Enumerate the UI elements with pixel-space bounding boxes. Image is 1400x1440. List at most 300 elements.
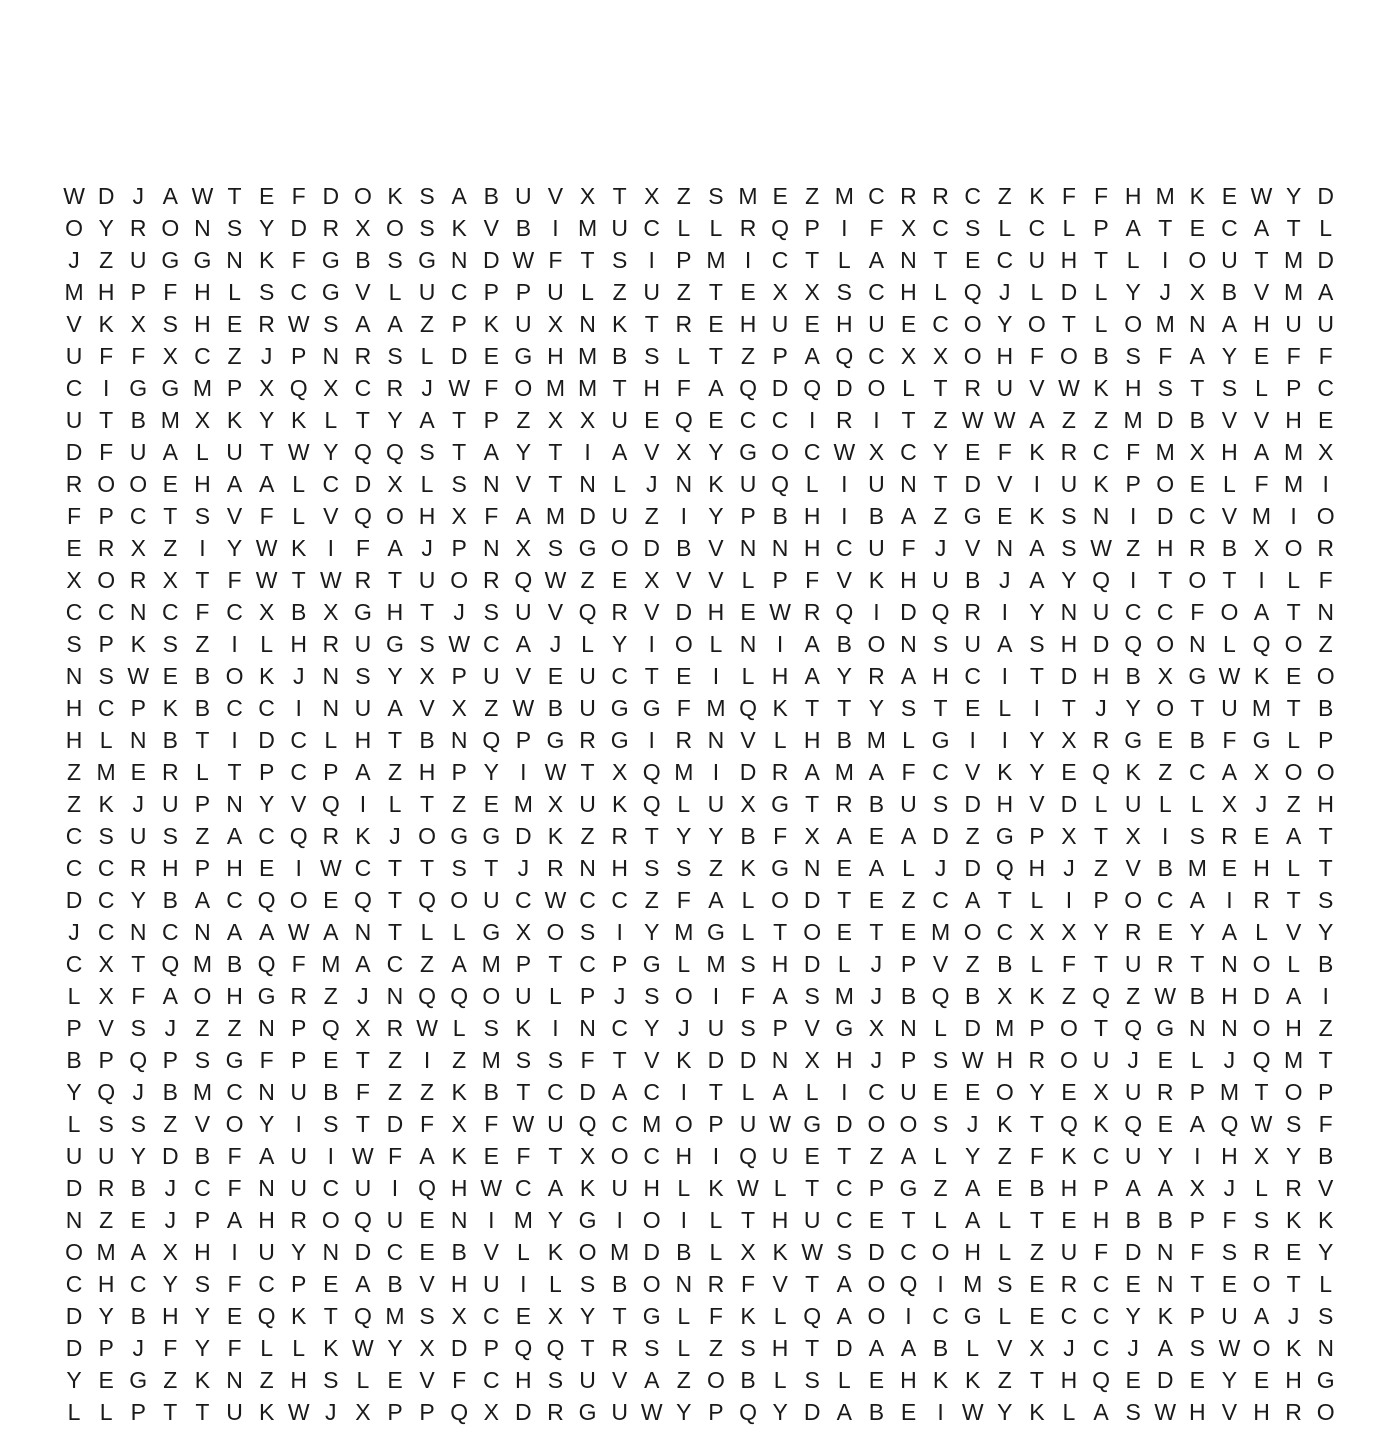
letter-cell[interactable]: U xyxy=(354,695,372,721)
letter-cell[interactable]: O xyxy=(1188,247,1207,273)
letter-cell[interactable]: I xyxy=(327,1143,334,1169)
letter-cell[interactable]: S xyxy=(1157,375,1173,401)
letter-cell[interactable]: J xyxy=(421,535,433,561)
letter-cell[interactable]: O xyxy=(1284,535,1303,561)
letter-cell[interactable]: J xyxy=(1063,855,1075,881)
letter-cell[interactable]: L xyxy=(741,887,755,913)
letter-cell[interactable]: T xyxy=(387,727,403,753)
letter-cell[interactable]: T xyxy=(131,951,146,977)
letter-cell[interactable]: O xyxy=(867,1111,886,1137)
letter-cell[interactable]: L xyxy=(67,983,81,1009)
letter-cell[interactable]: Y xyxy=(1189,919,1205,945)
letter-cell[interactable]: Z xyxy=(1094,855,1109,881)
letter-cell[interactable]: N xyxy=(482,471,500,497)
letter-cell[interactable]: F xyxy=(484,503,499,529)
letter-cell[interactable]: Y xyxy=(258,215,275,241)
letter-cell[interactable]: D xyxy=(1253,983,1270,1009)
letter-cell[interactable]: O xyxy=(482,983,501,1009)
letter-cell[interactable]: U xyxy=(1124,791,1142,817)
letter-cell[interactable]: D xyxy=(900,599,917,625)
letter-cell[interactable]: A xyxy=(836,1399,852,1425)
letter-cell[interactable]: X xyxy=(772,279,788,305)
letter-cell[interactable]: V xyxy=(997,471,1013,497)
letter-cell[interactable]: M xyxy=(1155,183,1175,209)
letter-cell[interactable]: R xyxy=(258,311,275,337)
letter-cell[interactable]: T xyxy=(612,1047,627,1073)
letter-cell[interactable]: P xyxy=(611,951,628,977)
letter-cell[interactable]: J xyxy=(999,279,1011,305)
letter-cell[interactable]: L xyxy=(1287,727,1300,753)
letter-cell[interactable]: K xyxy=(194,1367,211,1393)
letter-cell[interactable]: X xyxy=(1061,727,1077,753)
letter-cell[interactable]: M xyxy=(1155,439,1175,465)
letter-cell[interactable]: L xyxy=(1255,375,1268,401)
letter-cell[interactable]: X xyxy=(355,215,371,241)
letter-cell[interactable]: O xyxy=(1124,887,1143,913)
letter-cell[interactable]: J xyxy=(934,855,947,881)
letter-cell[interactable]: T xyxy=(612,183,627,209)
letter-cell[interactable]: D xyxy=(964,791,981,817)
letter-cell[interactable]: V xyxy=(1221,503,1238,529)
letter-cell[interactable]: R xyxy=(1156,951,1174,977)
letter-cell[interactable]: D xyxy=(1317,183,1335,209)
letter-cell[interactable]: K xyxy=(611,791,628,817)
letter-cell[interactable]: X xyxy=(419,663,435,689)
letter-cell[interactable]: Q xyxy=(450,983,469,1009)
letter-cell[interactable]: R xyxy=(65,471,83,497)
letter-cell[interactable]: T xyxy=(259,439,274,465)
letter-cell[interactable]: K xyxy=(323,1335,339,1361)
letter-cell[interactable]: H xyxy=(964,1239,981,1265)
letter-cell[interactable]: C xyxy=(226,887,243,913)
letter-cell[interactable]: O xyxy=(1156,631,1175,657)
letter-cell[interactable]: Y xyxy=(194,1303,211,1329)
letter-cell[interactable]: H xyxy=(1253,855,1270,881)
letter-cell[interactable]: L xyxy=(741,663,755,689)
letter-cell[interactable]: A xyxy=(997,631,1013,657)
letter-cell[interactable]: A xyxy=(355,311,371,337)
letter-cell[interactable]: X xyxy=(323,599,339,625)
letter-cell[interactable]: B xyxy=(900,983,917,1009)
letter-cell[interactable]: Q xyxy=(739,375,757,401)
letter-cell[interactable]: W xyxy=(1250,1111,1273,1137)
letter-cell[interactable]: X xyxy=(130,311,146,337)
letter-cell[interactable]: U xyxy=(1221,1303,1238,1329)
letter-cell[interactable]: N xyxy=(194,215,211,241)
letter-cell[interactable]: T xyxy=(580,247,595,273)
letter-cell[interactable]: P xyxy=(483,1335,499,1361)
letter-cell[interactable]: F xyxy=(740,983,756,1009)
letter-cell[interactable]: X xyxy=(644,183,660,209)
letter-cell[interactable]: K xyxy=(130,631,146,657)
letter-cell[interactable]: V xyxy=(547,183,564,209)
letter-cell[interactable]: V xyxy=(547,599,564,625)
letter-cell[interactable]: T xyxy=(805,695,820,721)
letter-cell[interactable]: P xyxy=(1318,1079,1334,1105)
letter-cell[interactable]: A xyxy=(868,759,885,785)
letter-cell[interactable]: T xyxy=(1061,311,1076,337)
letter-cell[interactable]: H xyxy=(1060,1175,1078,1201)
letter-cell[interactable]: O xyxy=(610,1143,629,1169)
letter-cell[interactable]: L xyxy=(420,471,434,497)
letter-cell[interactable]: L xyxy=(998,1303,1012,1329)
letter-cell[interactable]: Q xyxy=(289,823,308,849)
letter-cell[interactable]: G xyxy=(257,983,276,1009)
letter-cell[interactable]: N xyxy=(226,791,243,817)
letter-cell[interactable]: I xyxy=(231,727,238,753)
letter-cell[interactable]: O xyxy=(963,311,982,337)
letter-cell[interactable]: E xyxy=(900,1399,917,1425)
letter-cell[interactable]: H xyxy=(65,695,83,721)
letter-cell[interactable]: A xyxy=(226,1207,243,1233)
letter-cell[interactable]: N xyxy=(226,1367,243,1393)
letter-cell[interactable]: W xyxy=(448,375,471,401)
letter-cell[interactable]: Q xyxy=(418,887,437,913)
letter-cell[interactable]: M xyxy=(1251,503,1272,529)
letter-cell[interactable]: E xyxy=(900,311,917,337)
letter-cell[interactable]: S xyxy=(1253,1207,1270,1233)
letter-cell[interactable]: S xyxy=(836,279,852,305)
letter-cell[interactable]: E xyxy=(868,1367,885,1393)
letter-cell[interactable]: O xyxy=(706,1367,725,1393)
letter-cell[interactable]: N xyxy=(579,1015,596,1041)
letter-cell[interactable]: S xyxy=(483,1015,499,1041)
letter-cell[interactable]: H xyxy=(996,343,1014,369)
letter-cell[interactable]: X xyxy=(868,439,885,465)
letter-cell[interactable]: L xyxy=(1158,791,1172,817)
letter-cell[interactable]: D xyxy=(707,1047,725,1073)
letter-cell[interactable]: V xyxy=(323,503,339,529)
letter-cell[interactable]: I xyxy=(1194,1143,1201,1169)
letter-cell[interactable]: F xyxy=(227,567,242,593)
letter-cell[interactable]: Z xyxy=(195,823,210,849)
letter-cell[interactable]: G xyxy=(995,823,1014,849)
letter-cell[interactable]: X xyxy=(611,759,628,785)
letter-cell[interactable]: N xyxy=(900,631,917,657)
letter-cell[interactable]: N xyxy=(579,855,596,881)
letter-cell[interactable]: F xyxy=(997,439,1012,465)
letter-cell[interactable]: R xyxy=(1285,1175,1302,1201)
letter-cell[interactable]: Y xyxy=(1221,343,1238,369)
letter-cell[interactable]: V xyxy=(740,727,756,753)
letter-cell[interactable]: W xyxy=(287,311,310,337)
letter-cell[interactable]: X xyxy=(900,215,917,241)
letter-cell[interactable]: L xyxy=(581,631,594,657)
letter-cell[interactable]: N xyxy=(226,247,243,273)
letter-cell[interactable]: A xyxy=(965,1175,981,1201)
letter-cell[interactable]: G xyxy=(1124,727,1143,753)
letter-cell[interactable]: G xyxy=(963,1303,982,1329)
letter-cell[interactable]: H xyxy=(1221,1143,1238,1169)
letter-cell[interactable]: O xyxy=(1252,951,1271,977)
letter-cell[interactable]: J xyxy=(1287,1303,1300,1329)
letter-cell[interactable]: H xyxy=(932,663,949,689)
letter-cell[interactable]: X xyxy=(547,791,564,817)
letter-cell[interactable]: B xyxy=(868,1399,885,1425)
letter-cell[interactable]: Y xyxy=(579,1303,596,1329)
letter-cell[interactable]: C xyxy=(386,951,404,977)
letter-cell[interactable]: L xyxy=(388,791,402,817)
letter-cell[interactable]: K xyxy=(1285,1207,1302,1233)
letter-cell[interactable]: P xyxy=(194,791,211,817)
letter-cell[interactable]: O xyxy=(1060,1015,1078,1041)
letter-cell[interactable]: F xyxy=(163,1335,178,1361)
letter-cell[interactable]: I xyxy=(1258,567,1265,593)
letter-cell[interactable]: N xyxy=(354,919,372,945)
letter-cell[interactable]: J xyxy=(453,599,465,625)
letter-cell[interactable]: J xyxy=(292,663,305,689)
letter-cell[interactable]: Y xyxy=(1093,919,1109,945)
letter-cell[interactable]: V xyxy=(644,439,660,465)
letter-cell[interactable]: E xyxy=(1157,1047,1173,1073)
letter-cell[interactable]: Q xyxy=(482,727,501,753)
letter-cell[interactable]: C xyxy=(900,1239,917,1265)
letter-cell[interactable]: L xyxy=(67,1399,81,1425)
letter-cell[interactable]: M xyxy=(1123,407,1143,433)
letter-cell[interactable]: F xyxy=(387,1143,403,1169)
letter-cell[interactable]: K xyxy=(772,1239,788,1265)
letter-cell[interactable]: O xyxy=(386,215,404,241)
letter-cell[interactable]: E xyxy=(1157,1111,1173,1137)
letter-cell[interactable]: L xyxy=(1319,1271,1333,1297)
letter-cell[interactable]: N xyxy=(450,727,468,753)
letter-cell[interactable]: H xyxy=(1092,663,1110,689)
letter-cell[interactable]: Z xyxy=(1126,535,1141,561)
letter-cell[interactable]: A xyxy=(868,247,885,273)
letter-cell[interactable]: H xyxy=(1060,247,1078,273)
letter-cell[interactable]: J xyxy=(164,1015,177,1041)
letter-cell[interactable]: S xyxy=(1221,375,1238,401)
letter-cell[interactable]: M xyxy=(1284,279,1304,305)
letter-cell[interactable]: M xyxy=(1284,439,1304,465)
letter-cell[interactable]: O xyxy=(1252,1015,1271,1041)
letter-cell[interactable]: E xyxy=(483,791,499,817)
letter-cell[interactable]: T xyxy=(163,503,178,529)
letter-cell[interactable]: G xyxy=(546,727,565,753)
letter-cell[interactable]: U xyxy=(515,983,532,1009)
letter-cell[interactable]: G xyxy=(386,631,404,657)
letter-cell[interactable]: O xyxy=(65,215,83,241)
letter-cell[interactable]: X xyxy=(1253,1143,1270,1169)
letter-cell[interactable]: Z xyxy=(997,1367,1012,1393)
letter-cell[interactable]: F xyxy=(580,1047,595,1073)
letter-cell[interactable]: E xyxy=(162,471,178,497)
letter-cell[interactable]: K xyxy=(291,1303,307,1329)
letter-cell[interactable]: Z xyxy=(1061,407,1076,433)
letter-cell[interactable]: D xyxy=(65,1303,83,1329)
letter-cell[interactable]: F xyxy=(901,759,916,785)
letter-cell[interactable]: A xyxy=(900,1335,917,1361)
letter-cell[interactable]: E xyxy=(547,663,564,689)
letter-cell[interactable]: S xyxy=(419,215,435,241)
letter-cell[interactable]: E xyxy=(419,1207,435,1233)
letter-cell[interactable]: S xyxy=(323,1111,339,1137)
letter-cell[interactable]: A xyxy=(1029,407,1045,433)
letter-cell[interactable]: S xyxy=(451,855,467,881)
letter-cell[interactable]: C xyxy=(739,407,757,433)
letter-cell[interactable]: P xyxy=(1029,1015,1045,1041)
letter-cell[interactable]: C xyxy=(322,1175,340,1201)
letter-cell[interactable]: B xyxy=(1221,535,1238,561)
letter-cell[interactable]: P xyxy=(258,759,275,785)
letter-cell[interactable]: E xyxy=(1189,215,1205,241)
letter-cell[interactable]: M xyxy=(963,1271,983,1297)
letter-cell[interactable]: A xyxy=(451,183,467,209)
letter-cell[interactable]: H xyxy=(1285,407,1302,433)
letter-cell[interactable]: S xyxy=(66,631,82,657)
letter-cell[interactable]: I xyxy=(744,247,752,273)
letter-cell[interactable]: Z xyxy=(1286,791,1301,817)
letter-cell[interactable]: H xyxy=(418,503,436,529)
letter-cell[interactable]: M xyxy=(1155,311,1175,337)
letter-cell[interactable]: H xyxy=(194,471,211,497)
letter-cell[interactable]: V xyxy=(772,1271,788,1297)
letter-cell[interactable]: B xyxy=(1318,951,1334,977)
letter-cell[interactable]: G xyxy=(321,279,340,305)
letter-cell[interactable]: J xyxy=(1223,1047,1236,1073)
letter-cell[interactable]: N xyxy=(65,663,83,689)
letter-cell[interactable]: S xyxy=(1029,631,1045,657)
letter-cell[interactable]: W xyxy=(448,631,471,657)
letter-cell[interactable]: M xyxy=(1284,247,1304,273)
letter-cell[interactable]: C xyxy=(290,759,308,785)
letter-cell[interactable]: P xyxy=(194,1207,211,1233)
letter-cell[interactable]: N xyxy=(739,535,757,561)
letter-cell[interactable]: D xyxy=(162,1143,179,1169)
letter-cell[interactable]: T xyxy=(516,1079,531,1105)
letter-cell[interactable]: U xyxy=(1092,599,1110,625)
letter-cell[interactable]: A xyxy=(804,343,820,369)
letter-cell[interactable]: B xyxy=(1318,695,1334,721)
letter-cell[interactable]: U xyxy=(579,663,596,689)
letter-cell[interactable]: X xyxy=(323,375,339,401)
letter-cell[interactable]: L xyxy=(452,919,466,945)
letter-cell[interactable]: G xyxy=(225,1047,244,1073)
letter-cell[interactable]: X xyxy=(515,919,532,945)
letter-cell[interactable]: H xyxy=(1253,1399,1270,1425)
letter-cell[interactable]: T xyxy=(484,855,499,881)
letter-cell[interactable]: L xyxy=(549,983,562,1009)
letter-cell[interactable]: D xyxy=(1124,1239,1142,1265)
letter-cell[interactable]: C xyxy=(1092,1335,1110,1361)
letter-cell[interactable]: P xyxy=(515,727,532,753)
letter-cell[interactable]: U xyxy=(354,1175,372,1201)
letter-cell[interactable]: Z xyxy=(227,343,242,369)
letter-cell[interactable]: P xyxy=(451,311,467,337)
letter-cell[interactable]: N xyxy=(771,1047,789,1073)
letter-cell[interactable]: C xyxy=(258,1271,275,1297)
letter-cell[interactable]: P xyxy=(676,247,692,273)
letter-cell[interactable]: D xyxy=(322,183,340,209)
letter-cell[interactable]: X xyxy=(1189,439,1205,465)
letter-cell[interactable]: W xyxy=(961,1399,984,1425)
letter-cell[interactable]: L xyxy=(677,951,691,977)
letter-cell[interactable]: A xyxy=(1093,1399,1109,1425)
letter-cell[interactable]: X xyxy=(547,407,564,433)
letter-cell[interactable]: C xyxy=(1156,887,1174,913)
letter-cell[interactable]: C xyxy=(643,215,661,241)
letter-cell[interactable]: O xyxy=(995,1079,1014,1105)
letter-cell[interactable]: L xyxy=(998,215,1012,241)
letter-cell[interactable]: O xyxy=(1316,759,1335,785)
letter-cell[interactable]: O xyxy=(1060,1047,1078,1073)
letter-cell[interactable]: C xyxy=(771,247,789,273)
letter-cell[interactable]: S xyxy=(644,983,660,1009)
letter-cell[interactable]: S xyxy=(130,1111,146,1137)
letter-cell[interactable]: K xyxy=(997,759,1013,785)
letter-cell[interactable]: E xyxy=(1221,183,1238,209)
letter-cell[interactable]: X xyxy=(740,791,756,817)
letter-cell[interactable]: J xyxy=(999,567,1011,593)
letter-cell[interactable]: C xyxy=(579,887,596,913)
letter-cell[interactable]: Q xyxy=(257,1303,276,1329)
letter-cell[interactable]: H xyxy=(1124,375,1142,401)
letter-cell[interactable]: O xyxy=(674,631,693,657)
letter-cell[interactable]: T xyxy=(997,887,1012,913)
letter-cell[interactable]: L xyxy=(677,1175,691,1201)
letter-cell[interactable]: Q xyxy=(353,439,372,465)
letter-cell[interactable]: I xyxy=(359,791,367,817)
letter-cell[interactable]: C xyxy=(868,279,885,305)
letter-cell[interactable]: O xyxy=(514,375,533,401)
letter-cell[interactable]: G xyxy=(771,791,790,817)
letter-cell[interactable]: A xyxy=(387,695,403,721)
letter-cell[interactable]: Q xyxy=(1124,1015,1143,1041)
letter-cell[interactable]: C xyxy=(65,855,83,881)
letter-cell[interactable]: F xyxy=(291,183,306,209)
letter-cell[interactable]: D xyxy=(450,343,468,369)
letter-cell[interactable]: A xyxy=(1029,567,1045,593)
letter-cell[interactable]: Q xyxy=(803,375,822,401)
letter-cell[interactable]: P xyxy=(772,567,788,593)
letter-cell[interactable]: I xyxy=(520,1271,527,1297)
letter-cell[interactable]: X xyxy=(1029,1335,1045,1361)
letter-cell[interactable]: E xyxy=(708,407,724,433)
letter-cell[interactable]: A xyxy=(900,503,917,529)
letter-cell[interactable]: C xyxy=(868,1079,885,1105)
letter-cell[interactable]: M xyxy=(481,951,501,977)
letter-cell[interactable]: N xyxy=(996,535,1014,561)
letter-cell[interactable]: B xyxy=(740,1367,756,1393)
letter-cell[interactable]: B xyxy=(611,1271,628,1297)
letter-cell[interactable]: X xyxy=(130,535,146,561)
letter-cell[interactable]: Q xyxy=(257,887,276,913)
letter-cell[interactable]: T xyxy=(355,407,370,433)
letter-cell[interactable]: Y xyxy=(1029,599,1045,625)
letter-cell[interactable]: N xyxy=(1060,599,1078,625)
letter-cell[interactable]: C xyxy=(1189,759,1206,785)
letter-cell[interactable]: V xyxy=(1029,791,1045,817)
letter-cell[interactable]: K xyxy=(708,1175,724,1201)
letter-cell[interactable]: B xyxy=(130,407,146,433)
letter-cell[interactable]: U xyxy=(290,1175,308,1201)
letter-cell[interactable]: S xyxy=(547,535,564,561)
letter-cell[interactable]: A xyxy=(611,1079,628,1105)
letter-cell[interactable]: P xyxy=(291,1271,307,1297)
letter-cell[interactable]: Z xyxy=(997,183,1012,209)
letter-cell[interactable]: I xyxy=(584,439,591,465)
letter-cell[interactable]: C xyxy=(1060,1303,1078,1329)
letter-cell[interactable]: T xyxy=(452,439,467,465)
letter-cell[interactable]: H xyxy=(226,855,243,881)
letter-cell[interactable]: C xyxy=(611,1111,628,1137)
letter-cell[interactable]: L xyxy=(324,727,338,753)
letter-cell[interactable]: F xyxy=(131,343,146,369)
letter-cell[interactable]: N xyxy=(322,1239,340,1265)
letter-cell[interactable]: E xyxy=(258,855,275,881)
letter-cell[interactable]: Z xyxy=(965,951,980,977)
letter-cell[interactable]: V xyxy=(965,759,981,785)
